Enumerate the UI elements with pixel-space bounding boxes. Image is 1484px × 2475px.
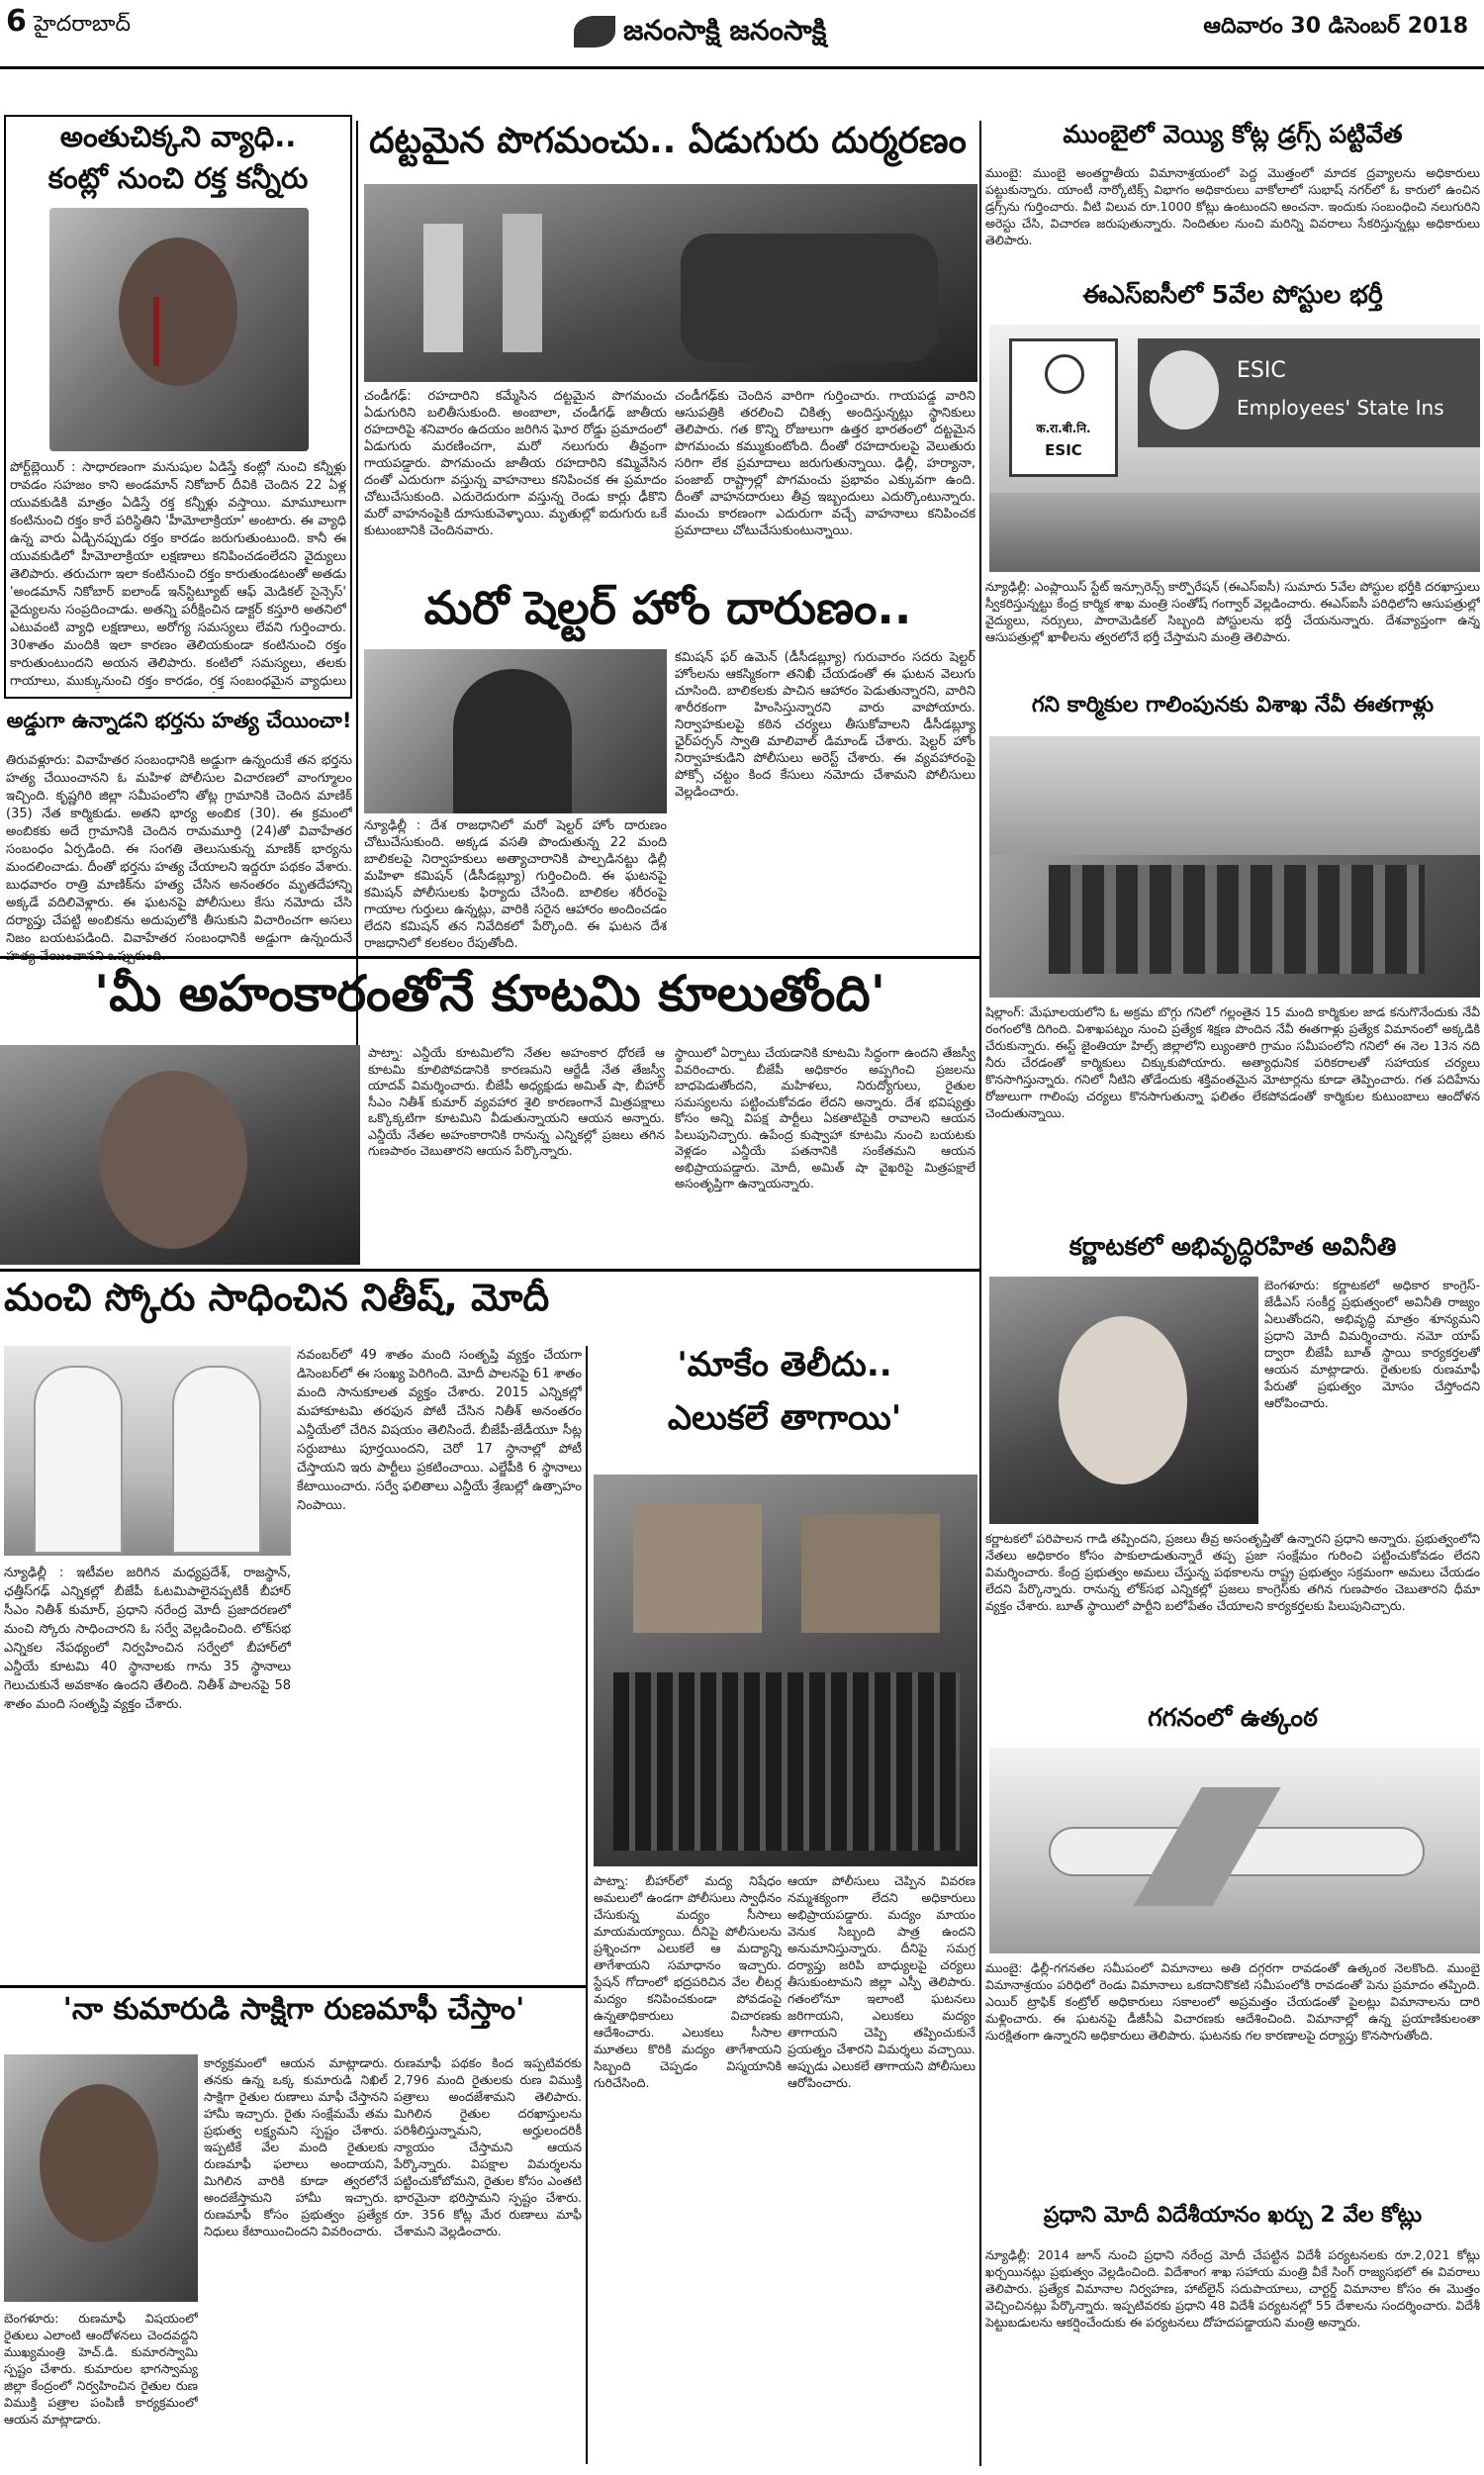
esic-sign-full: Employees' State Ins <box>1237 396 1444 420</box>
headline-rats-2: ఎలుకలే తాగాయి' <box>667 1399 902 1438</box>
article-body-karnataka: కర్ణాటకలో పరిపాలన గాడి తప్పిందని, ప్రజలు తీవ్ర అసంతృప్తితో ఉన్నారని ప్రధాని అన్నారు. ప్రభుత్వంలోని నేతలు అధికారం కోసం పాకులాడుతున్నారే తప్ప ప్రజా సంక్షేమం గురించి పట్టించుకోవడం లేదని విమర్శించారు. కేంద్ర ప్రభుత్వం అమలు చేస్తున్న పథకాలను రాష్ట్ర ప్రభుత్వం సక్రమంగా అమలు చేయడం లేదని పేర్కొన్నారు. రానున్న లోక్‌సభ ఎన్నికల్లో ప్రజలు కాంగ్రెస్‌కు తగిన గుణపాఠం చెబుతారని ధీమా వ్యక్తం చేశారు. బూత్ స్థాయిలో పార్టీని బలోపేతం చేయాలని కార్యకర్తలకు పిలుపునిచ్చారు. <box>985 1531 1480 1613</box>
article-body-esic: న్యూఢిల్లీ: ఎంప్లాయిస్ స్టేట్ ఇన్సూరెన్స్ కార్పొరేషన్ (ఈఎస్ఐసీ) సుమారు 5వేల పోస్టుల భర్తీకి దరఖాస్తులు స్వీకరిస్తున్నట్టు కేంద్ర కార్మిక శాఖ మంత్రి సంతోష్ గంగ్వార్ వెల్లడించారు. ఈఎస్‌ఐసీ పరిధిలోని ఆసుపత్రుల్లో వైద్యులు, నర్సులు, పారామెడికల్ సిబ్బంది పోస్టులను భర్తీ చేయనున్నారు. దేశవ్యాప్తంగా ఉన్న ఆసుపత్రుల్లో ఖాళీలను త్వరలోనే భర్తీ చేస్తామని మంత్రి తెలిపారు. <box>985 579 1480 644</box>
paper-name: జనంసాక్షి జనంసాక్షి <box>623 14 827 47</box>
esic-logo-abbr: ESIC <box>1045 441 1082 459</box>
article-body-navy: షిల్లాంగ్: మేఘాలయలోని ఓ అక్రమ బొగ్గు గనిలో గల్లంతైన 15 మంది కార్మికుల జాడ కనుగొనేందుకు నేవీ రంగంలోకి దిగింది. విశాఖపట్నం నుంచి ప్రత్యేక శిక్షణ పొందిన నేవీ ఈతగాళ్లు ప్రత్యేక విమానంలో అక్కడికి చేరుకున్నారు. ఈస్ట్ జైంతియా హిల్స్ జిల్లాలోని ల్యుంతారి గ్రామం సమీపంలోని గనిలో ఈ నెల 13న నది నీరు చేరడంతో కార్మికులు చిక్కుకుపోయారు. అత్యాధునిక పరికరాలతో సహాయక చర్యలు కొనసాగిస్తున్నారు. గనిలో నీటిని తోడేందుకు శక్తివంతమైన మోటార్లను కూడా తెప్పించారు. గత పదిహేను రోజులుగా గాలింపు చర్యలు కొనసాగుతున్నా ఫలితం లేకపోవడంతో కార్మికుల కుటుంబాలు ఆందోళన చెందుతున్నాయి. <box>985 1004 1480 1120</box>
article-body-rats-col2: ఆయా పోలీసులు చెప్పిన వివరణ నమ్మశక్యంగా లేదని అధికారులు అభిప్రాయపడ్డారు. మద్యం మాయం వెనుక సిబ్బంది పాత్ర ఉందని అనుమానిస్తున్నారు. దీనిపై సమగ్ర దర్యాప్తు జరిపి బాధ్యులపై చర్యలు తీసుకుంటామని జిల్లా ఎస్పీ తెలిపారు. గతంలోనూ ఇలాంటి ఘటనలు జరిగాయని, ఎలుకలు మద్యం తాగాయని చెప్పి తప్పించుకునే ప్రయత్నం చేశారని విమర్శలు వచ్చాయి. అప్పుడు ఎలుకలే తాగాయని పోలీసులు ఆరోపించారు. <box>788 1873 975 2090</box>
photo-esic-building <box>989 325 1480 572</box>
section-rule-kumaraswamy <box>0 1985 586 1988</box>
photo-kumaraswamy <box>4 2054 198 2302</box>
issue-date: ఆదివారం 30 డిసెంబర్ 2018 <box>1203 14 1468 39</box>
edition-city: హైదరాబాద్ <box>34 12 131 37</box>
headline-rats-1: 'మాకేం తెలీదు.. <box>677 1346 892 1384</box>
headline-blood-tears-2: కంట్లో నుంచి రక్త కన్నీరు <box>47 162 309 195</box>
photo-fog-accident <box>364 184 977 382</box>
photo-modi-karnataka <box>989 1277 1258 1524</box>
photo-aircraft <box>989 1748 1480 1953</box>
section-rule-nitish <box>0 1269 979 1272</box>
article-body-fog-col2: చండీగఢ్‌కు చెందిన వారిగా గుర్తించారు. గాయపడ్డ వారిని ఆసుపత్రికి తరలించి చికిత్స అందిస్తున్నట్లు స్థానికులు తెలిపారు. గత కొన్ని రోజులుగా ఉత్తర భారతంలో దట్టమైన పొగమంచు కమ్ముకుంటోంది. దీంతో రహదారులపై వెలుతురు సరిగా లేక ప్రమాదాలు జరుగుతున్నాయి. ఢిల్లీ, హర్యానా, పంజాబ్ రాష్ట్రాల్లో పొగమంచు ప్రభావం ఎక్కువగా ఉంది. దీంతో వాహనదారులు తీవ్ర ఇబ్బందులు ఎదుర్కొంటున్నారు. మంచు కారణంగా ఎదురుగా వచ్చే వాహనాలు కనిపించక ప్రమాదాలు చోటుచేసుకుంటున్నాయి. <box>675 389 975 538</box>
article-body-wife-murder: తిరువళ్లూరు: వివాహేతర సంబంధానికి అడ్డుగా ఉన్నందుకే తన భర్తను హత్య చేయించానని ఓ మహిళ పోలీసుల విచారణలో వాంగ్మూలం ఇచ్చింది. కృష్ణగిరి జిల్లా సమీపంలోని తోట్ల గ్రామానికి చెందిన మాణిక్ (35) నేత కార్మికుడు. అతని భార్య అంబిక (30). ఈ క్రమంలో అంబికకు అదే గ్రామానికి చెందిన రామమూర్తి (24)తో వివాహేతర సంబంధం ఏర్పడింది. ఈ సంగతి తెలుసుకున్న మాణిక్ భార్యను మందలించాడు. దీంతో భర్తను హత్య చేయాలని ఇద్దరూ పథకం వేశారు. బుధవారం రాత్రి మాణిక్‌ను హత్య చేసిన అనంతరం మృతదేహాన్ని అక్కడే వదిలివెళ్లారు. ఈ ఘటనపై పోలీసులు కేసు నమోదు చేసి దర్యాప్తు చేపట్టి అంబికను అదుపులోకి తీసుకుని విచారించగా అసలు నిజం బయటపడింది. వివాహేతర సంబంధానికి అడ్డుగా ఉన్నందునే <box>6 753 352 946</box>
headline-shelter: మరో షెల్టర్ హోం దారుణం.. <box>423 582 912 634</box>
headline-wife-murder: అడ్డుగా ఉన్నాడని భర్తను హత్య చేయించా! <box>6 709 352 732</box>
article-body-kumaraswamy-col2: కార్యక్రమంలో ఆయన మాట్లాడారు. తనకు ఉన్న ఒక్క కుమారుడి నిఖిల్ సాక్షిగా రైతుల రుణాలు మాఫీ చేస్తానని హామీ ఇచ్చారు. రైతు సంక్షేమమే తమ ప్రభుత్వ లక్ష్యమని స్పష్టం చేశారు. ఇప్పటికే వేల మంది రైతులకు రుణమాఫీ ఫలాలు అందాయని, మిగిలిన వారికి కూడా త్వరలోనే అందజేస్తామని హామీ ఇచ్చారు. రుణమాఫీ కోసం ప్రభుత్వం ప్రత్యేక నిధులు కేటాయించిందని వివరించారు. <box>204 2055 388 2238</box>
article-body-arrogance-col2: స్థాయిలో ఏర్పాటు చేయడానికి కూటమి సిద్ధంగా ఉందని తేజస్వీ వివరించారు. బీజేపీ అధికారం అప్పగించి ప్రజలను బాధపెడుతోందని, మహిళలు, నిరుద్యోగులు, రైతుల సమస్యలను పట్టించుకోవడం లేదని అన్నారు. దేశ భవిష్యత్తు కోసం అన్ని విపక్ష పార్టీలు ఏకతాటిపైకి రావాలని ఆయన పిలుపునిచ్చారు. ఉపేంద్ర కుష్వాహా కూటమి నుంచి బయటకు వెళ్లడం ఎన్డీయే పతనానికి సంకేతమని ఆయన అభిప్రాయపడ్డారు. మోదీ, అమిత్ షా వైఖరిపై మిత్రపక్షాలే అసంతృప్తిగా ఉన్నాయన్నారు. <box>675 1045 975 1190</box>
column-rule-mid <box>586 1346 588 2464</box>
photo-navy-divers <box>989 736 1480 998</box>
headline-drugs: ముంబైలో వెయ్యి కోట్ల డ్రగ్స్ పట్టివేత <box>1063 121 1403 148</box>
headline-sky: గగనంలో ఉత్కంఠ <box>1148 1704 1318 1732</box>
headline-nitish-modi: మంచి స్కోరు సాధించిన నితీష్, మోదీ <box>4 1277 550 1319</box>
page-number: 6 <box>6 4 27 39</box>
headline-kumaraswamy: 'నా కుమారుడి సాక్షిగా రుణమాఫీ చేస్తాం' <box>62 1993 525 2027</box>
article-body-shelter-col2: కమిషన్ ఫర్ ఉమెన్ (డీసీడబ్ల్యూ) గురువారం సదరు షెల్టర్ హోంలను ఆకస్మికంగా తనిఖీ చేయడంతో ఈ ఘటన వెలుగు చూసింది. బాలికలకు పాచిన ఆహారం పెడుతున్నారని, వారిని శారీరకంగా హింసిస్తున్నారని వారు వాపోయారు. నిర్వాహకులపై కఠిన చర్యలు తీసుకోవాలని డీసీడబ్ల్యూ ఛైర్‌పర్సన్ స్వాతి మాలివాల్ డిమాండ్ చేశారు. షెల్టర్ హోం నిర్వాహకుడిని పోలీసులు అరెస్ట్ చేశారు. ఈ వ్యవహారంపై పోక్సో చట్టం కింద కేసులు నమోదు చేశామని పోలీసులు వెల్లడించారు. <box>675 650 975 800</box>
section-rule-arrogance <box>0 956 979 959</box>
headline-modi-travel: ప్రధాని మోదీ విదేశీయానం ఖర్చు 2 వేల కోట్లు <box>1043 2203 1423 2228</box>
photo-shelter-girl <box>364 649 667 813</box>
masthead <box>0 0 1484 69</box>
photo-crying-youth <box>49 208 309 451</box>
article-body-nitish-col2: నవంబర్‌లో 49 శాతం మంది సంతృప్తి వ్యక్తం చేయగా డిసెంబర్‌లో ఈ సంఖ్య పెరిగింది. మోదీ పాలనపై 61 శాతం మంది సానుకూలత వ్యక్తం చేశారు. 2015 ఎన్నికల్లో మహాకూటమి తరఫున పోటీ చేసిన నితీశ్ అనంతరం ఎన్డీయేలో చేరిన విషయం తెలిసిందే. బీజేపీ-జేడీయూ సీట్ల సర్దుబాటు పూర్తయిందని, చెరో 17 స్థానాల్లో పోటీ చేస్తాయని ఇరు పార్టీలు ప్రకటించాయి. ఎల్జేపీకి 6 స్థానాలు కేటాయించారు. సర్వే ఫలితాలు ఎన్డీయే శ్రేణుల్లో ఉత్సాహం నింపాయి. <box>297 1348 582 1513</box>
article-body-sky: ముంబై: ఢిల్లీ-గగనతల సమీపంలో విమానాలు అతి దగ్గరగా రావడంతో ఉత్కంఠ నెలకొంది. ముంబై విమానాశ్రయం పరిధిలో రెండు విమానాలు ఒకదానికొకటి సమీపంలోకి రావడంతో పెను ప్రమాదం తప్పింది. ఎయిర్ ట్రాఫిక్ కంట్రోల్ అధికారులు సకాలంలో అప్రమత్తం చేయడంతో పైలట్లు విమానాలను దారి మళ్లించారు. ఈ ఘటనపై డీజీసీఏ విచారణకు ఆదేశించింది. విమానాల్లో ఉన్న ప్రయాణికులంతా సురక్షితంగా ఉన్నారని అధికారులు తెలిపారు. ఘటనకు గల కారణాలపై దర్యాప్తు కొనసాగుతోంది. <box>985 1960 1480 2043</box>
article-body-karnataka-side: బెంగళూరు: కర్ణాటకలో అధికార కాంగ్రెస్-జేడీఎస్ సంకీర్ణ ప్రభుత్వంలో అవినీతి రాజ్యం ఏలుతోందని, అభివృద్ధి మాత్రం శూన్యమని ప్రధాని మోదీ విమర్శించారు. నమో యాప్ ద్వారా బీజేపీ బూత్ స్థాయి కార్యకర్తలతో ఆయన మాట్లాడారు. రైతులకు రుణమాఫీ పేరుతో ప్రభుత్వం మోసం చేస్తోందని ఆరోపించారు. <box>1264 1278 1480 1410</box>
article-body-drugs: ముంబై: ముంబై అంతర్జాతీయ విమానాశ్రయంలో పెద్ద మొత్తంలో మాదక ద్రవ్యాలను అధికారులు పట్టుకున్నారు. యాంటీ నార్కోటిక్స్ విభాగం అధికారులు వాకోలాలో సుభాష్ నగర్‌లో ఓ కారులో ఉంచిన డ్రగ్స్‌ను గుర్తించారు. వీటి విలువ రూ.1000 కోట్లు ఉంటుందని అంచనా. ఇందుకు సంబంధించి నలుగురిని అరెస్టు చేసి, విచారణ జరుపుతున్నారు. నిందితుల నుంచి మరిన్ని వివరాలు సేకరిస్తున్నట్లు అధికారులు తెలిపారు. <box>985 165 1480 247</box>
headline-esic: ఈఎస్‌ఐసీలో 5వేల పోస్టుల భర్తీ <box>1082 281 1383 309</box>
photo-tejashwi <box>0 1045 360 1265</box>
headline-karnataka: కర్ణాటకలో అభివృద్ధిరహిత అవినీతి <box>1068 1233 1397 1261</box>
article-body-shelter-col1: న్యూఢిల్లీ : దేశ రాజధానిలో మరో షెల్టర్ హోం దారుణం చోటుచేసుకుంది. అక్కడ వసతి పొందుతున్న 22 మంది బాలికలపై నిర్వాహకులు అత్యాచారానికి పాల్పడినట్టు ఢిల్లీ మహిళా కమిషన్ (డీసీడబ్ల్యూ) గుర్తించింది. ఈ ఘటనపై కమిషన్ పోలీసులకు ఫిర్యాదు చేసింది. బాలికల శరీరంపై గాయాల గుర్తులు ఉన్నట్లు, వారికి సరైన ఆహారం అందించడం లేదని కమిషన్ తన నివేదికలో పేర్కొంది. ఈ ఘటన దేశ రాజధానిలో కలకలం రేపుతోంది. <box>364 818 667 950</box>
column-rule-right <box>979 121 981 2466</box>
photo-nitish-modi <box>4 1346 291 1556</box>
esic-sign-abbr: ESIC <box>1237 358 1286 383</box>
headline-blood-tears-1: అంతుచిక్కని వ్యాధి.. <box>59 121 297 153</box>
headline-navy: గని కార్మికుల గాలింపునకు విశాఖ నేవీ ఈతగాళ్లు <box>1031 693 1435 717</box>
paper-logo <box>574 10 910 55</box>
article-body-arrogance-col1: పాట్నా: ఎన్డీయే కూటమిలోని నేతల అహంకార ధోరణే ఆ కూటమి కూలిపోవడానికి కారణమని ఆర్జేడీ నేత తేజస్వీ యాదవ్ విమర్శించారు. బీజేపీ అధ్యక్షుడు అమిత్ షా, బీహార్ సీఎం నితీశ్ కుమార్ వ్యవహార శైలి కారణంగానే మిత్రపక్షాలు ఒక్కొక్కటిగా కూటమిని వీడుతున్నాయని ఆయన అన్నారు. ఎన్డీయే నేతల అహంకారానికి రానున్న ఎన్నికల్లో ప్రజలు తగిన గుణపాఠం చెబుతారని ఆయన పేర్కొన్నారు. <box>368 1045 665 1158</box>
article-body-rats-col1: పాట్నా: బీహార్‌లో మద్య నిషేధం అమలులో ఉండగా పోలీసులు స్వాధీనం చేసుకున్న మద్యం సీసాలు మాయమయ్యాయి. దీనిపై పోలీసులను ప్రశ్నించగా ఎలుకలే ఆ మద్యాన్ని తాగేశాయని సమాధానం ఇచ్చారు. స్టేషన్ గోదాంలో భద్రపరిచిన వేల లీటర్ల మద్యం కనిపించకుండా పోవడంపై ఉన్నతాధికారులు విచారణకు ఆదేశించారు. ఎలుకలు సీసాల మూతలు కొరికి మద్యం తాగేశాయని సిబ్బంది చెప్పడం విస్మయానికి గురిచేసింది. <box>594 1873 782 2090</box>
article-body-modi-travel: న్యూఢిల్లీ: 2014 జూన్ నుంచి ప్రధాని నరేంద్ర మోదీ చేపట్టిన విదేశీ పర్యటనలకు రూ.2,021 కోట్లు ఖర్చయినట్లు ప్రభుత్వం వెల్లడించింది. విదేశాంగ శాఖ సహాయ మంత్రి వీకే సింగ్ రాజ్యసభలో ఈ వివరాలు తెలిపారు. ప్రత్యేక విమానాల నిర్వహణ, హాట్‌లైన్ సదుపాయాలు, చార్టర్డ్ విమానాల కోసం ఈ మొత్తం వెచ్చించినట్లు పేర్కొన్నారు. ఇప్పటివరకు ప్రధాని 48 విదేశీ పర్యటనల్లో 55 దేశాలను సందర్శించారు. విదేశీ పెట్టుబడులను ఆకర్షించేందుకు ఈ పర్యటనలు దోహదపడ్డాయని మంత్రి అన్నారు. <box>985 2247 1480 2330</box>
headline-fog: దట్టమైన పొగమంచు.. ఏడుగురు దుర్మరణం <box>369 121 967 161</box>
leaf-logo-icon <box>574 16 615 48</box>
article-body-nitish-col1: న్యూఢిల్లీ : ఇటీవల జరిగిన మధ్యప్రదేశ్, రాజస్థాన్, ఛత్తీస్‌గఢ్ ఎన్నికల్లో బీజేపీ ఓటమిపాలైనప్పటికీ బీహార్ సీఎం నితీశ్ కుమార్, ప్రధాని నరేంద్ర మోదీ ప్రజాదరణలో మంచి స్కోరు సాధించారని ఓ సర్వే వెల్లడించింది. లోక్‌సభ ఎన్నికల నేపథ్యంలో నిర్వహించిన సర్వేలో బీహార్‌లో ఎన్డీయే కూటమి 40 స్థానాలకు గాను 35 స్థానాలు గెలుచుకునే అవకాశం ఉందని తేలింది. నితీశ్ పాలనపై 58 శాతం మంది సంతృప్తి వ్యక్తం చేశారు. <box>4 1566 291 1712</box>
article-body-fog-col1: చండీగఢ్: రహదారిని కమ్మేసిన దట్టమైన పొగమంచు ఏడుగురిని బలితీసుకుంది. అంబాలా, చండీగఢ్ జాతీయ రహదారిపై శనివారం ఉదయం జరిగిన ఘోర రోడ్డు ప్రమాదంలో ఏడుగురు మరణించగా, మరో నలుగురు తీవ్రంగా గాయపడ్డారు. పొగమంచు జాతీయ రహదారిని కమ్మివేసిన దంతో ఎదురుగా వస్తున్న వాహనాలు కనిపించక ఈ ప్రమాదం చోటుచేసుకుంది. ఎదురెదురుగా వస్తున్న రెండు కార్లు ఢీకొని మరో వాహనంపైకి దూసుకువెళ్ళాయి. మృతుల్లో ఐదుగురు ఒకే కుటుంబానికి చెందినవారు. <box>364 389 667 538</box>
article-body-kumaraswamy-col3: రుణమాఫీ పథకం కింద ఇప్పటివరకు 2,796 మంది రైతులకు రుణ విముక్తి పత్రాలు అందజేశామని తెలిపారు. మిగిలిన రైతుల దరఖాస్తులను పరిశీలిస్తున్నామని, అర్హులందరికీ న్యాయం చేస్తామని ఆయన పేర్కొన్నారు. విపక్షాల విమర్శలను పట్టించుకోబోమని, రైతుల కోసం ఎంతటి భారమైనా భరిస్తామని స్పష్టం చేశారు. రూ. 356 కోట్ల మేర రుణాలు మాఫీ చేశామని వెల్లడించారు. <box>394 2055 582 2238</box>
article-body-kumaraswamy-col1: బెంగళూరు: రుణమాఫీ విషయంలో రైతులు ఎలాంటి ఆందోళనలు చెందవద్దని ముఖ్యమంత్రి హెచ్.డి. కుమారస్వామి స్పష్టం చేశారు. కుమారుల భాగస్వామ్య జిల్లా కేంద్రంలో నిర్వహించిన రైతుల రుణ విముక్తి పత్రాల పంపిణీ కార్యక్రమంలో ఆయన మాట్లాడారు. <box>4 2311 198 2427</box>
article-body-blood-tears: పోర్ట్‌బ్లెయిర్ : సాధారణంగా మనుషుల ఏడిస్తే కంట్లో నుంచి కన్నీళ్లు రావడం సహజం కాని అండమాన్ నికోబార్ దీవికి చెందిన 22 ఏళ్ల యువకుడికి మాత్రం ఏడిస్తే రక్త కన్నీళ్లు వస్తాయి. మామూలుగా కంటినుంచి రక్తం కారే పరిస్థితిని 'హీమోలాక్రియా' అంటారు. ఈ వ్యాధి ఉన్న వారు ఏడ్చినప్పుడు రక్తం కారడం జరుగుతుంటుంది. కానీ ఈ యువకుడిలో హీమోలాక్రియా లక్షణాలు కనిపించడంలేదని వైద్యులు తెలిపారు. తరుచుగా ఇలా కంటినుంచి రక్తం కారుతుండటంతో అతడు 'అండమాన్ నికోబార్ ఐలాండ్ ఇన్‌స్టిట్యూట్ ఆఫ్ మెడికల్ సైన్సెస్' వైద్యులను సంప్రదించాడు. అతన్ని పరీక్షించిన డాక్టర్ కస్తూరి అతనిలో ఎటువంటి వ్యాధి లక్షణాలు, అరోగ్య సమస్యలు లేవని గుర్తించారు. 30శాతం మందికి ఇలా కారణం తెలియకుండా కంటినుంచి రక్తం కారుతుంటుందని అయన తెలిపారు. కంటిలో సమస్యలు, తలకు గాయాలు, ముక్కునుంచి రక్తం కారడం, రక్త సంబంధమైన వ్యాధులు <box>10 460 346 689</box>
esic-logo-hindi: क.रा.बी.नि. <box>1036 422 1091 435</box>
photo-liquor-bottles <box>594 1475 977 1866</box>
headline-arrogance: 'మీ అహంకారంతోనే కూటమి కూలుతోంది' <box>93 966 886 1022</box>
